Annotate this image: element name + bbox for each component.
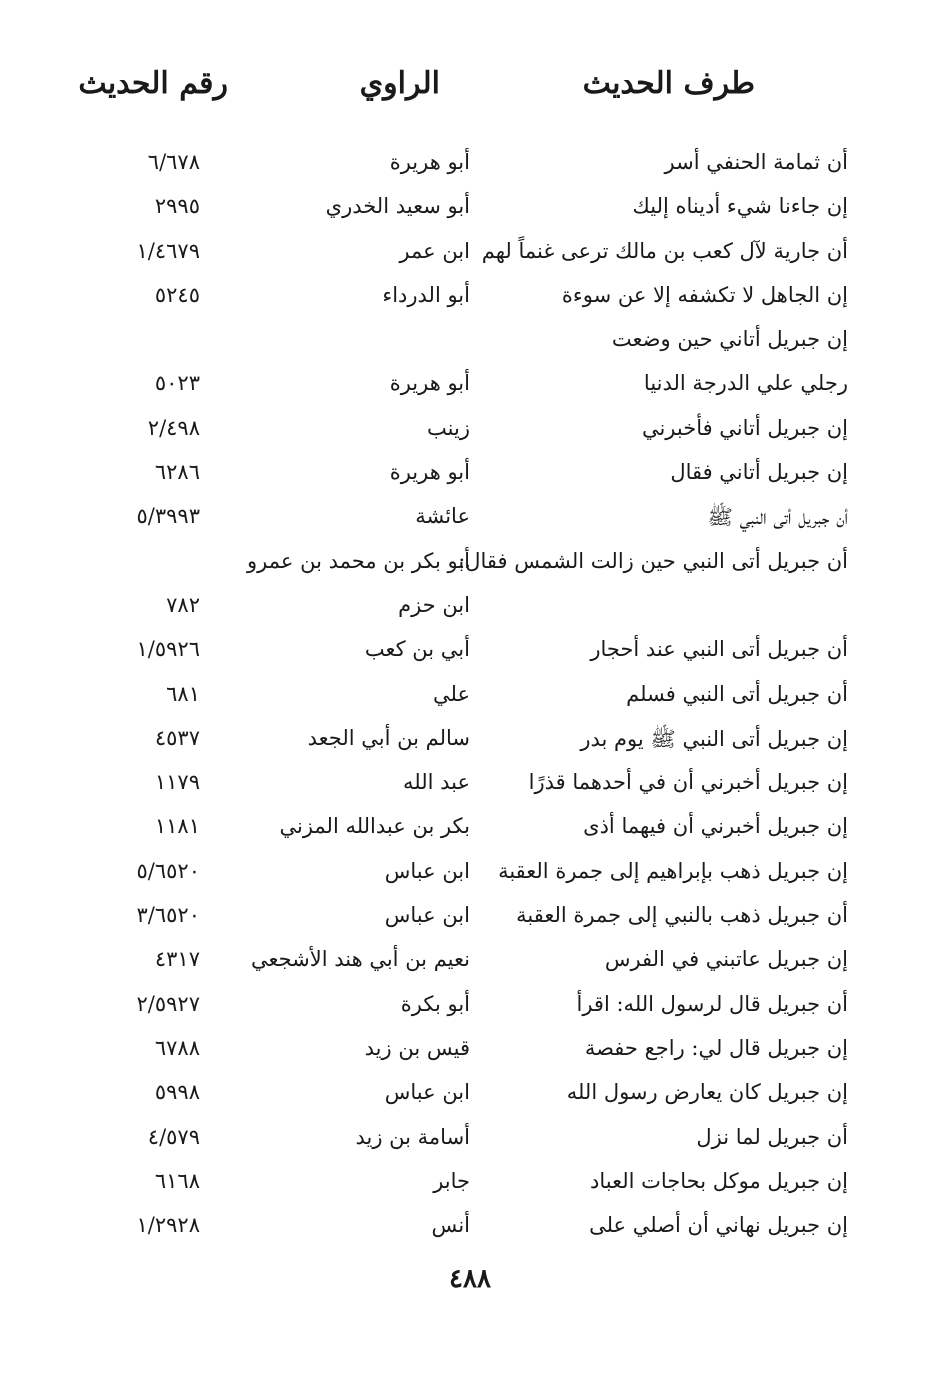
narrator: أبو هريرة [389, 150, 470, 174]
table-row [0, 541, 940, 585]
narrator: نعيم بن أبي هند الأشجعي [250, 947, 470, 972]
hadith-number: ٤/٥٧٩ [147, 1124, 200, 1149]
hadith-number: ٢/٤٩٨ [147, 415, 200, 440]
table-row [0, 1205, 940, 1249]
hadith-text: إن جبريل عاتبني في الفرس [604, 947, 848, 972]
narrator: أبو الدرداء [382, 282, 470, 307]
table-row [0, 363, 940, 407]
narrator: بكر بن عبدالله المزني [279, 814, 470, 839]
narrator: أبو بكرة [400, 991, 470, 1016]
narrator: علي [433, 681, 470, 706]
narrator: عائشة [415, 504, 470, 529]
hadith-number: ٥٩٩٨ [154, 1080, 200, 1105]
hadith-number: ٦/٦٧٨ [147, 150, 200, 174]
narrator: قيس بن زيد [364, 1035, 470, 1060]
table-row [0, 585, 940, 629]
hadith-text: إن جبريل أخبرني أن في أحدهما قذرًا [528, 770, 848, 795]
hadith-number: ٧٨٢ [166, 592, 200, 617]
table-row [0, 718, 940, 762]
hadith-number: ٤٥٣٧ [154, 725, 200, 750]
narrator: أبو هريرة [389, 460, 470, 485]
table-row [0, 1161, 940, 1205]
hadith-number: ٣/٦٥٢٠ [136, 903, 200, 928]
hadith-number: ١/٥٩٢٦ [136, 637, 200, 662]
hadith-text: إن جبريل كان يعارض رسول الله [566, 1080, 848, 1105]
page-number: ٤٨٨ [449, 1264, 491, 1294]
table-row [0, 186, 940, 230]
hadith-number: ٦٧٨٨ [154, 1035, 200, 1060]
hadith-number: ١/٤٦٧٩ [136, 238, 200, 263]
hadith-number: ٦٢٨٦ [154, 460, 200, 485]
hadith-number: ١/٢٩٢٨ [136, 1213, 200, 1238]
hadith-number: ٦١٦٨ [154, 1168, 200, 1193]
hadith-number: ٤٣١٧ [154, 947, 200, 972]
hadith-text: إن الجاهل لا تكشفه إلا عن سوءة [561, 282, 848, 307]
narrator: ابن عباس [384, 858, 470, 883]
narrator: أبو هريرة [389, 371, 470, 396]
narrator: عبد الله [402, 770, 470, 795]
narrator: جابر [433, 1168, 470, 1193]
hadith-text: أن جبريل أتى النبي فسلم [626, 681, 848, 706]
hadith-text: إن جبريل أتاني فقال [670, 460, 848, 485]
hadith-text: إن جبريل أخبرني أن فيهما أذى [583, 814, 848, 839]
narrator: ابن عباس [384, 903, 470, 928]
hadith-number: ٥٢٤٥ [154, 282, 200, 307]
table-row [0, 496, 940, 540]
table-row [0, 851, 940, 895]
hadith-text: إن جبريل أتاني حين وضعت [611, 327, 848, 352]
header-rawi: الراوي [359, 66, 440, 101]
hadith-text: أن جارية لآل كعب بن مالك ترعى غنماً لهم [481, 238, 848, 263]
hadith-number: ٥/٣٩٩٣ [136, 504, 200, 529]
hadith-text: إن جبريل أتاني فأخبرني [641, 415, 848, 440]
hadith-text: إن جبريل قال لي: راجع حفصة [584, 1035, 848, 1060]
table-row [0, 939, 940, 983]
table-row [0, 231, 940, 275]
hadith-number: ١١٨١ [154, 814, 200, 839]
hadith-text: أن جبريل أتى النبي حين زالت الشمس فقال: [458, 548, 848, 573]
table-row [0, 1072, 940, 1116]
table-row [0, 629, 940, 673]
table-row [0, 142, 940, 186]
narrator: أسامة بن زيد [355, 1124, 470, 1149]
narrator: ابن عباس [384, 1080, 470, 1105]
narrator: ابن حزم [398, 592, 470, 617]
hadith-text: أن جبريل لما نزل [696, 1124, 848, 1149]
hadith-text: أن جبريل ذهب بالنبي إلى جمرة العقبة [516, 903, 848, 928]
hadith-number: ٦٨١ [166, 681, 200, 706]
hadith-text: إن جبريل أتى النبي ﷺ يوم بدر [580, 726, 848, 751]
hadith-number: ٥/٦٥٢٠ [136, 858, 200, 883]
hadith-text: إن جبريل نهاني أن أصلي على [589, 1213, 848, 1238]
table-row [0, 674, 940, 718]
header-hadith: طرف الحديث [582, 66, 755, 101]
narrator: أبو سعيد الخدري [325, 194, 470, 219]
hadith-text: أن ثمامة الحنفي أسر [664, 150, 848, 174]
hadith-text: أن جبريل أتى النبي عند أحجار [590, 637, 848, 662]
hadith-number: ١١٧٩ [154, 770, 200, 795]
hadith-text: أن جبريل قال لرسول الله: اقرأ [576, 991, 848, 1016]
hadith-number: ٢/٥٩٢٧ [136, 991, 200, 1016]
table-row [0, 1117, 940, 1161]
table-row [0, 452, 940, 496]
hadith-text: إن جبريل ذهب بإبراهيم إلى جمرة العقبة [498, 858, 848, 883]
narrator: زينب [427, 415, 470, 440]
hadith-text: إن جبريل موكل بحاجات العباد [589, 1168, 848, 1193]
narrator: ابن عمر [399, 238, 470, 263]
table-row [0, 408, 940, 452]
table-row [0, 762, 940, 806]
hadith-text: رجلي علي الدرجة الدنيا [643, 371, 848, 396]
table-row [0, 806, 940, 850]
header-number: رقم الحديث [78, 66, 228, 101]
table-row [0, 319, 940, 363]
table-row [0, 275, 940, 319]
narrator: سالم بن أبي الجعد [307, 725, 470, 750]
table-row [0, 1028, 940, 1072]
table-row [0, 895, 940, 939]
hadith-number: ٢٩٩٥ [154, 194, 200, 219]
hadith-text: إن جاءنا شيء أديناه إليك [632, 194, 848, 219]
narrator: أبو بكر بن محمد بن عمرو [247, 548, 470, 573]
hadith-number: ٥٠٢٣ [154, 371, 200, 396]
table-header [0, 66, 940, 116]
narrator: أنس [431, 1213, 470, 1238]
narrator: أبي بن كعب [364, 637, 470, 662]
hadith-index-table [0, 142, 940, 1249]
table-row [0, 984, 940, 1028]
hadith-text: أن جبريل أتى النبي ﷺ [707, 505, 848, 530]
